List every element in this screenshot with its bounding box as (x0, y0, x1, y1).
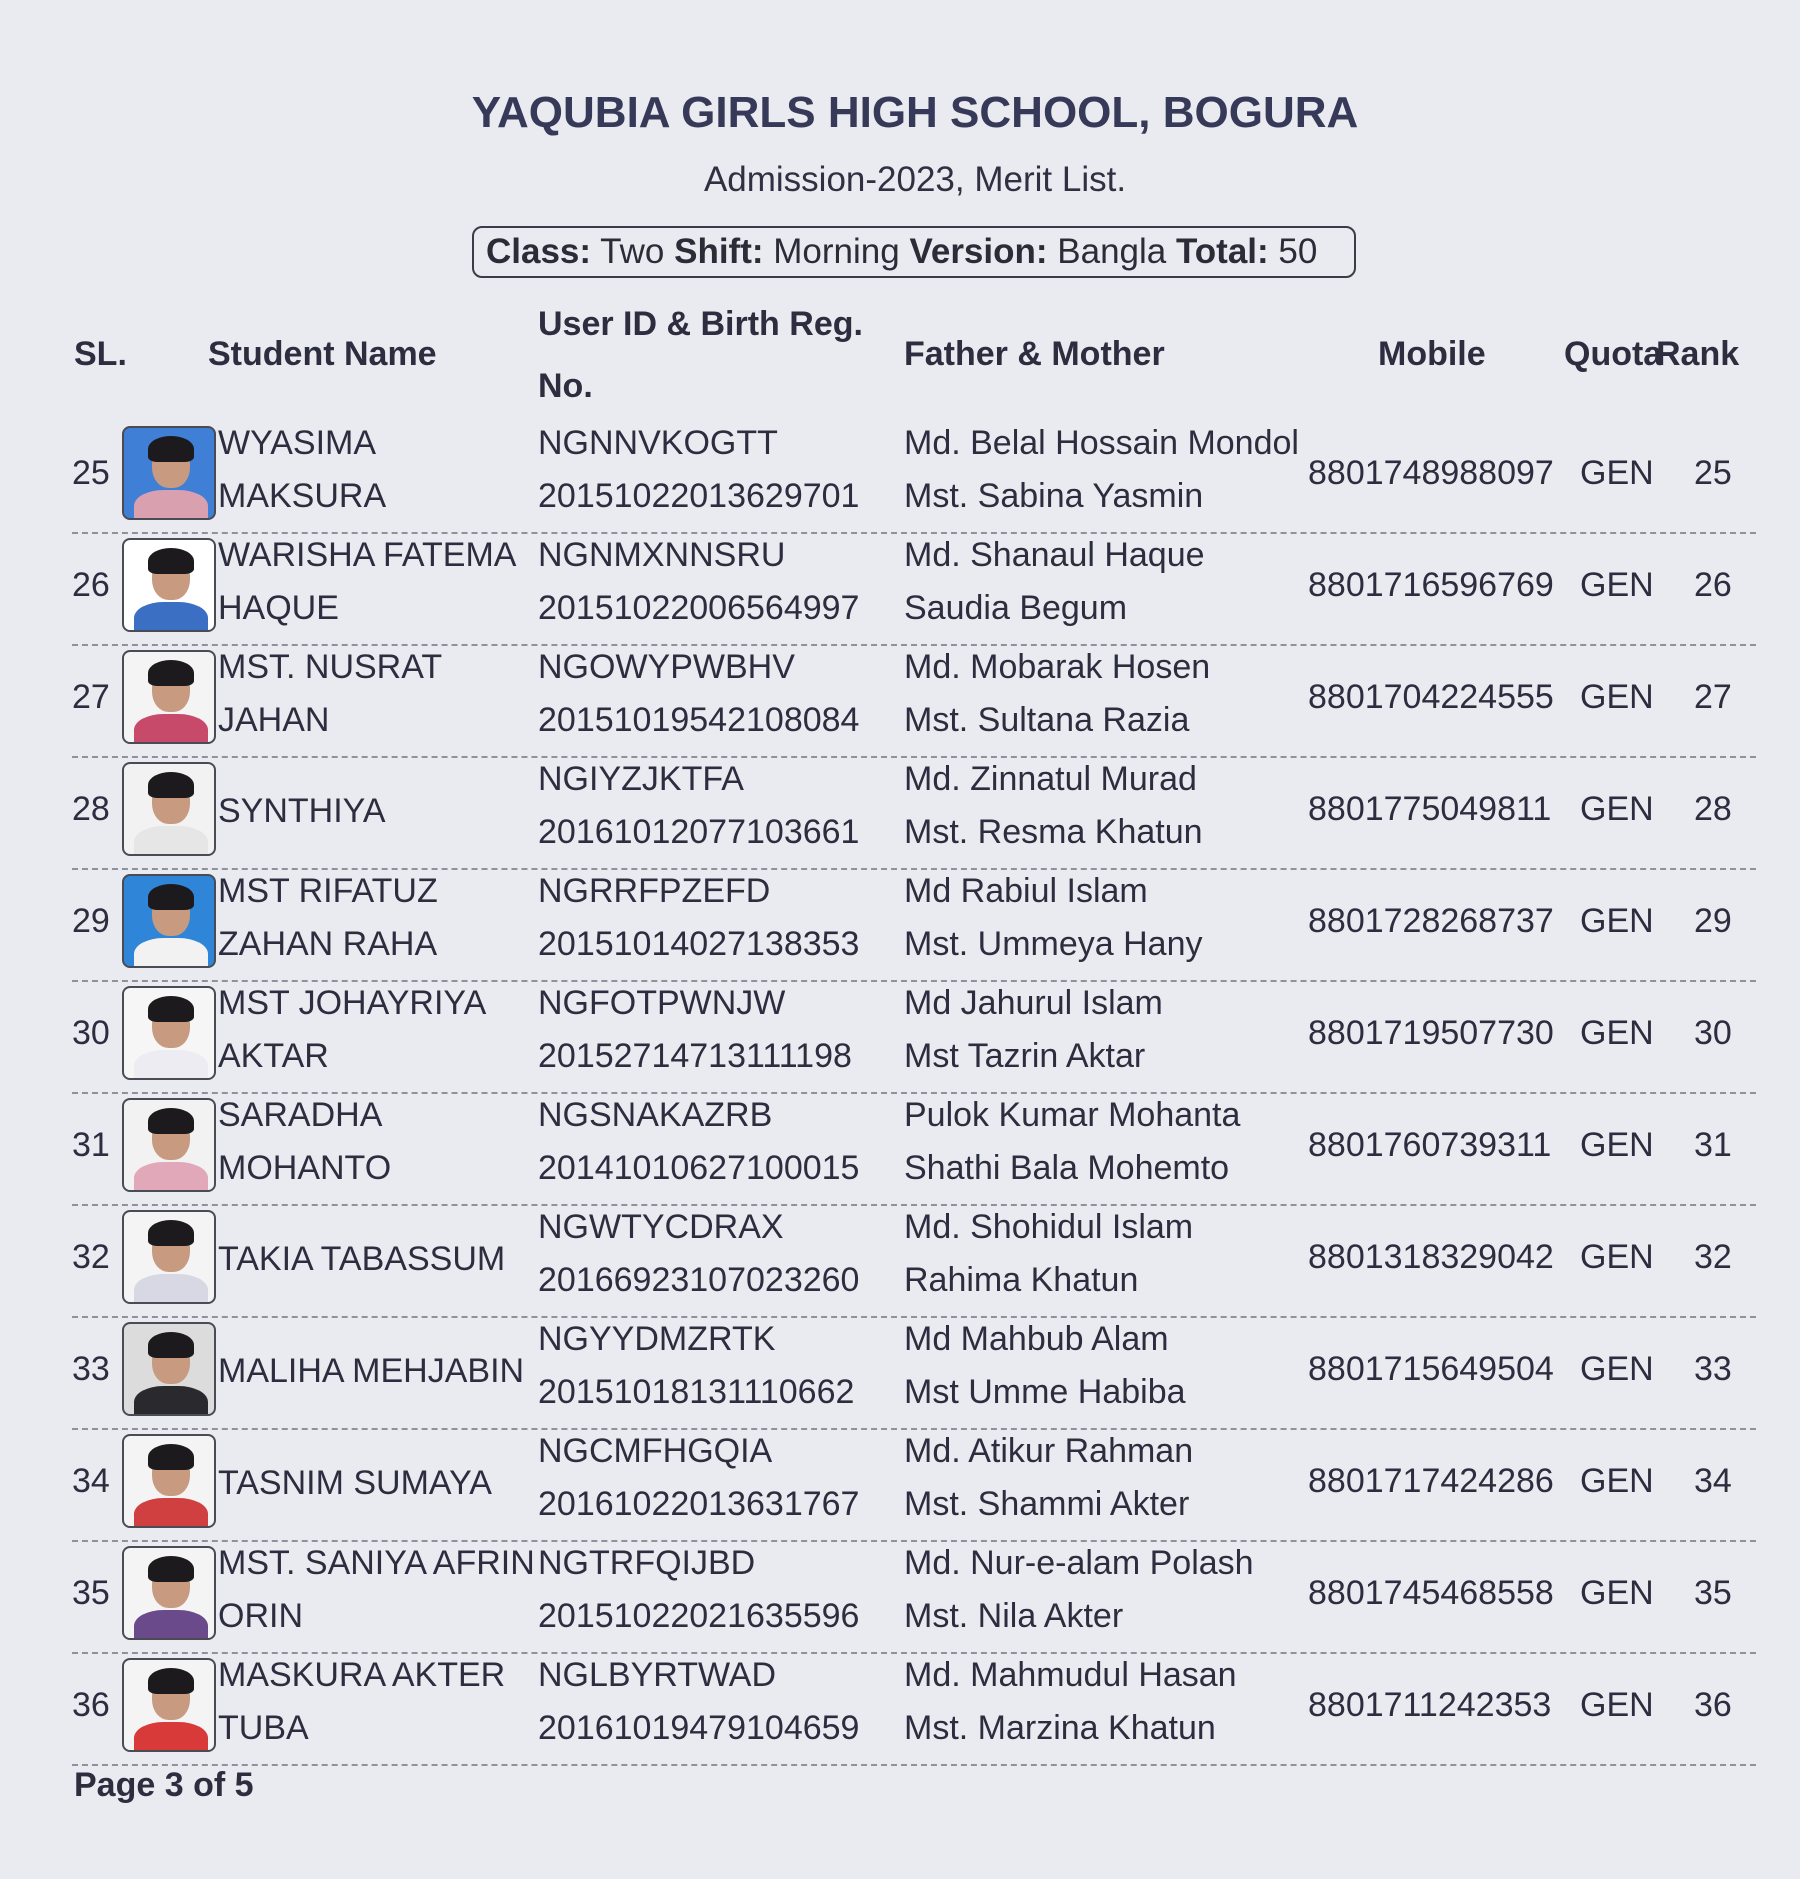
user-id: NGWTYCDRAX (538, 1208, 784, 1246)
quota: GEN (1580, 1462, 1654, 1500)
mother-name: Mst. Sabina Yasmin (904, 477, 1204, 515)
version-label: Version: (909, 232, 1048, 271)
student-photo (122, 1434, 216, 1528)
father-name: Md Rabiul Islam (904, 872, 1148, 910)
birth-reg-no: 20151022013629701 (538, 477, 860, 515)
user-id: NGOWYPWBHV (538, 648, 795, 686)
father-name: Md. Mobarak Hosen (904, 648, 1211, 686)
student-name-line1: MASKURA AKTER (218, 1656, 506, 1694)
birth-reg-no: 20161022013631767 (538, 1485, 860, 1523)
student-photo (122, 426, 216, 520)
column-header-user-id: User ID & Birth Reg. (538, 305, 863, 343)
student-name: TAKIA TABASSUM (218, 1240, 506, 1278)
student-photo (122, 1546, 216, 1640)
rank: 36 (1694, 1686, 1732, 1724)
student-name-line2: MAKSURA (218, 477, 387, 515)
quota: GEN (1580, 790, 1654, 828)
page-number: Page 3 of 5 (74, 1766, 254, 1804)
mother-name: Mst Tazrin Aktar (904, 1037, 1146, 1075)
mother-name: Mst. Resma Khatun (904, 813, 1203, 851)
total-label: Total: (1176, 232, 1269, 271)
father-name: Md Mahbub Alam (904, 1320, 1169, 1358)
mobile-number: 8801704224555 (1308, 678, 1554, 716)
rank: 28 (1694, 790, 1732, 828)
mother-name: Saudia Begum (904, 589, 1128, 627)
quota: GEN (1580, 1686, 1654, 1724)
table-row (72, 1204, 1756, 1318)
serial-number: 36 (72, 1686, 110, 1724)
mother-name: Rahima Khatun (904, 1261, 1139, 1299)
user-id: NGNNVKOGTT (538, 424, 778, 462)
quota: GEN (1580, 1574, 1654, 1612)
serial-number: 25 (72, 454, 110, 492)
student-name-line1: MST RIFATUZ (218, 872, 438, 910)
birth-reg-no: 20151018131110662 (538, 1373, 855, 1411)
column-header-student-name: Student Name (208, 335, 437, 373)
serial-number: 35 (72, 1574, 110, 1612)
father-name: Md. Belal Hossain Mondol (904, 424, 1299, 462)
class-info-box (472, 226, 1356, 278)
mother-name: Mst. Ummeya Hany (904, 925, 1203, 963)
version-value: Bangla (1057, 232, 1167, 271)
student-photo (122, 650, 216, 744)
quota: GEN (1580, 1350, 1654, 1388)
father-name: Pulok Kumar Mohanta (904, 1096, 1241, 1134)
student-name-line1: SARADHA (218, 1096, 383, 1134)
table-row (72, 980, 1756, 1094)
user-id: NGIYZJKTFA (538, 760, 744, 798)
serial-number: 26 (72, 566, 110, 604)
father-name: Md. Nur-e-alam Polash (904, 1544, 1254, 1582)
quota: GEN (1580, 678, 1654, 716)
column-header-rank: Rank (1656, 335, 1740, 373)
table-row (72, 532, 1756, 646)
column-header-sl: SL. (74, 335, 127, 373)
birth-reg-no: 20151022021635596 (538, 1597, 860, 1635)
column-header-user-id-no: No. (538, 367, 593, 405)
mother-name: Mst. Sultana Razia (904, 701, 1190, 739)
mobile-number: 8801728268737 (1308, 902, 1554, 940)
column-header-mobile: Mobile (1378, 335, 1486, 373)
mother-name: Mst. Nila Akter (904, 1597, 1124, 1635)
mother-name: Mst. Marzina Khatun (904, 1709, 1216, 1747)
birth-reg-no: 20161012077103661 (538, 813, 860, 851)
mobile-number: 8801719507730 (1308, 1014, 1554, 1052)
class-label: Class: (486, 232, 592, 271)
student-name-line2: TUBA (218, 1709, 309, 1747)
mobile-number: 8801745468558 (1308, 1574, 1554, 1612)
student-name: TASNIM SUMAYA (218, 1464, 492, 1502)
father-name: Md. Shohidul Islam (904, 1208, 1194, 1246)
birth-reg-no: 20151019542108084 (538, 701, 860, 739)
table-row (72, 420, 1756, 534)
rank: 29 (1694, 902, 1732, 940)
student-photo (122, 986, 216, 1080)
mobile-number: 8801775049811 (1308, 790, 1552, 828)
student-photo (122, 1098, 216, 1192)
mobile-number: 8801711242353 (1308, 1686, 1552, 1724)
student-photo (122, 1658, 216, 1752)
user-id: NGTRFQIJBD (538, 1544, 756, 1582)
mother-name: Mst Umme Habiba (904, 1373, 1186, 1411)
father-name: Md. Atikur Rahman (904, 1432, 1194, 1470)
father-name: Md. Zinnatul Murad (904, 760, 1197, 798)
serial-number: 28 (72, 790, 110, 828)
rank: 35 (1694, 1574, 1732, 1612)
student-photo (122, 1210, 216, 1304)
student-photo (122, 874, 216, 968)
student-name: MALIHA MEHJABIN (218, 1352, 525, 1390)
rank: 31 (1694, 1126, 1732, 1164)
student-name-line2: AKTAR (218, 1037, 329, 1075)
shift-value: Morning (773, 232, 900, 271)
user-id: NGRRFPZEFD (538, 872, 771, 910)
total-value: 50 (1278, 232, 1318, 271)
mobile-number: 8801716596769 (1308, 566, 1554, 604)
rank: 26 (1694, 566, 1732, 604)
birth-reg-no: 20161019479104659 (538, 1709, 860, 1747)
table-row (72, 1316, 1756, 1430)
user-id: NGCMFHGQIA (538, 1432, 773, 1470)
quota: GEN (1580, 566, 1654, 604)
table-row (72, 868, 1756, 982)
mother-name: Shathi Bala Mohemto (904, 1149, 1230, 1187)
student-photo (122, 762, 216, 856)
student-name-line2: HAQUE (218, 589, 339, 627)
rank: 30 (1694, 1014, 1732, 1052)
rank: 32 (1694, 1238, 1732, 1276)
mobile-number: 8801760739311 (1308, 1126, 1552, 1164)
user-id: NGFOTPWNJW (538, 984, 786, 1022)
birth-reg-no: 20141010627100015 (538, 1149, 860, 1187)
father-name: Md Jahurul Islam (904, 984, 1163, 1022)
mobile-number: 8801318329042 (1308, 1238, 1554, 1276)
table-row (72, 1540, 1756, 1654)
birth-reg-no: 20151022006564997 (538, 589, 860, 627)
school-title: YAQUBIA GIRLS HIGH SCHOOL, BOGURA (471, 88, 1359, 137)
user-id: NGYYDMZRTK (538, 1320, 776, 1358)
student-name-line2: MOHANTO (218, 1149, 392, 1187)
user-id: NGSNAKAZRB (538, 1096, 773, 1134)
rank: 25 (1694, 454, 1732, 492)
table-row (72, 1428, 1756, 1542)
birth-reg-no: 20152714713111198 (538, 1037, 852, 1075)
mobile-number: 8801715649504 (1308, 1350, 1554, 1388)
student-name-line2: ORIN (218, 1597, 303, 1635)
birth-reg-no: 20151014027138353 (538, 925, 860, 963)
user-id: NGLBYRTWAD (538, 1656, 777, 1694)
rank: 34 (1694, 1462, 1732, 1500)
serial-number: 27 (72, 678, 110, 716)
student-name-line1: MST. SANIYA AFRIN (218, 1544, 535, 1582)
birth-reg-no: 20166923107023260 (538, 1261, 860, 1299)
user-id: NGNMXNNSRU (538, 536, 786, 574)
student-photo (122, 1322, 216, 1416)
serial-number: 31 (72, 1126, 110, 1164)
quota: GEN (1580, 1126, 1654, 1164)
quota: GEN (1580, 1014, 1654, 1052)
shift-label: Shift: (674, 232, 764, 271)
student-name-line1: WARISHA FATEMA (218, 536, 517, 574)
student-name: SYNTHIYA (218, 792, 386, 830)
serial-number: 32 (72, 1238, 110, 1276)
serial-number: 33 (72, 1350, 110, 1388)
list-subtitle: Admission-2023, Merit List. (703, 160, 1127, 199)
serial-number: 30 (72, 1014, 110, 1052)
mobile-number: 8801717424286 (1308, 1462, 1554, 1500)
table-row (72, 644, 1756, 758)
table-row (72, 1652, 1756, 1766)
father-name: Md. Shanaul Haque (904, 536, 1205, 574)
student-name-line1: WYASIMA (218, 424, 377, 462)
serial-number: 34 (72, 1462, 110, 1500)
table-row (72, 1092, 1756, 1206)
rank: 27 (1694, 678, 1732, 716)
quota: GEN (1580, 1238, 1654, 1276)
quota: GEN (1580, 902, 1654, 940)
column-header-father-mother: Father & Mother (904, 335, 1165, 373)
student-name-line2: ZAHAN RAHA (218, 925, 438, 963)
student-name-line1: MST. NUSRAT (218, 648, 443, 686)
mother-name: Mst. Shammi Akter (904, 1485, 1190, 1523)
quota: GEN (1580, 454, 1654, 492)
mobile-number: 8801748988097 (1308, 454, 1554, 492)
rank: 33 (1694, 1350, 1732, 1388)
column-header-quota: Quota (1564, 335, 1663, 373)
student-name-line2: JAHAN (218, 701, 330, 739)
father-name: Md. Mahmudul Hasan (904, 1656, 1237, 1694)
class-value: Two (600, 232, 665, 271)
table-row (72, 756, 1756, 870)
student-name-line1: MST JOHAYRIYA (218, 984, 487, 1022)
serial-number: 29 (72, 902, 110, 940)
student-photo (122, 538, 216, 632)
